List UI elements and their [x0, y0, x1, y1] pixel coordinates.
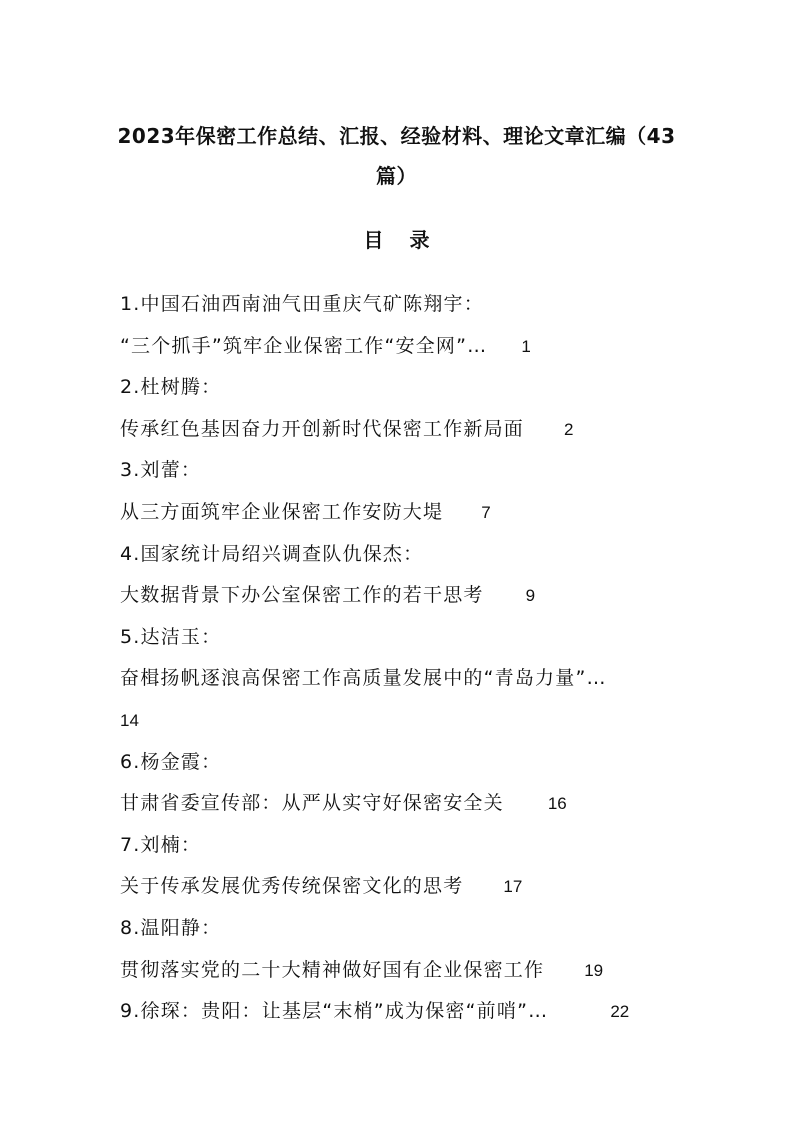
toc-entry-title-line	[120, 866, 700, 908]
toc-entry-page-number: 16	[547, 794, 567, 814]
toc-entry-page-line	[120, 700, 700, 742]
toc-entry-title: 关于传承发展优秀传统保密文化的思考	[120, 875, 464, 898]
toc-entry-page-number: 2	[564, 419, 574, 439]
toc-entry-page-number: 7	[481, 502, 491, 522]
toc-entry-page-number: 19	[584, 960, 604, 980]
toc-entry-title: 大数据背景下办公室保密工作的若干思考	[120, 584, 484, 607]
toc-entry-author: 7.刘楠：	[120, 833, 202, 856]
toc-entry-title: 奋楫扬帆逐浪高保密工作高质量发展中的“青岛力量”…	[120, 667, 607, 690]
toc-entry-title: 甘肃省委宣传部：从严从实守好保密安全关	[120, 792, 504, 815]
toc-entry-title: 从三方面筑牢企业保密工作安防大堤	[120, 500, 444, 523]
toc-entry-author: 9.徐琛：	[120, 1000, 202, 1023]
toc-entry[interactable]	[120, 908, 700, 991]
toc-entry[interactable]	[120, 825, 700, 908]
toc-entry-title: 贵阳：让基层“末梢”成为保密“前哨”…	[201, 1000, 549, 1023]
toc-entry-title-line	[120, 783, 700, 825]
toc-entry[interactable]	[120, 534, 700, 617]
toc-entry[interactable]	[120, 450, 700, 533]
toc-entry-title-line	[120, 950, 700, 992]
toc-entry-author: 8.温阳静：	[120, 916, 222, 939]
toc-entry-page-number: 1	[521, 336, 531, 356]
toc-entry-page-number: 14	[120, 710, 139, 730]
toc-entry-author: 4.国家统计局绍兴调查队仇保杰：	[120, 542, 424, 565]
toc-entry-author: 6.杨金霞：	[120, 750, 222, 773]
toc-entry[interactable]	[120, 617, 700, 742]
toc-entry-author: 5.达洁玉：	[120, 625, 222, 648]
toc-entry-title-line	[120, 575, 700, 617]
toc-entry-title-line	[120, 326, 700, 368]
toc-entry-author: 2.杜树腾：	[120, 376, 222, 399]
toc-entry-page-number: 17	[503, 877, 523, 897]
toc-entry-title: 贯彻落实党的二十大精神做好国有企业保密工作	[120, 958, 545, 981]
toc-entry-title: “三个抓手”筑牢企业保密工作“安全网”…	[120, 334, 488, 357]
toc-entry-author: 3.刘蕾：	[120, 459, 202, 482]
toc-entry[interactable]	[120, 742, 700, 825]
toc-entry[interactable]	[120, 284, 700, 367]
toc-entry-author: 1.中国石油西南油气田重庆气矿陈翔宇：	[120, 293, 484, 315]
toc-entry-page-number: 9	[525, 586, 536, 606]
toc-entry-title-line	[120, 492, 700, 534]
toc-entry-title-line	[120, 409, 700, 451]
toc-entry[interactable]	[120, 367, 700, 450]
document-title-line-2: 篇）	[376, 164, 417, 188]
toc-entry-title: 传承红色基因奋力开创新时代保密工作新局面	[120, 417, 525, 440]
toc-heading: 目录	[363, 228, 456, 252]
toc-entry[interactable]	[120, 991, 700, 1033]
document-title-line-1: 2023年保密工作总结、汇报、经验材料、理论文章汇编（43	[117, 124, 676, 148]
table-of-contents	[120, 284, 700, 1033]
toc-entry-page-number: 22	[610, 1002, 630, 1022]
toc-entry-title-line	[120, 991, 700, 1033]
